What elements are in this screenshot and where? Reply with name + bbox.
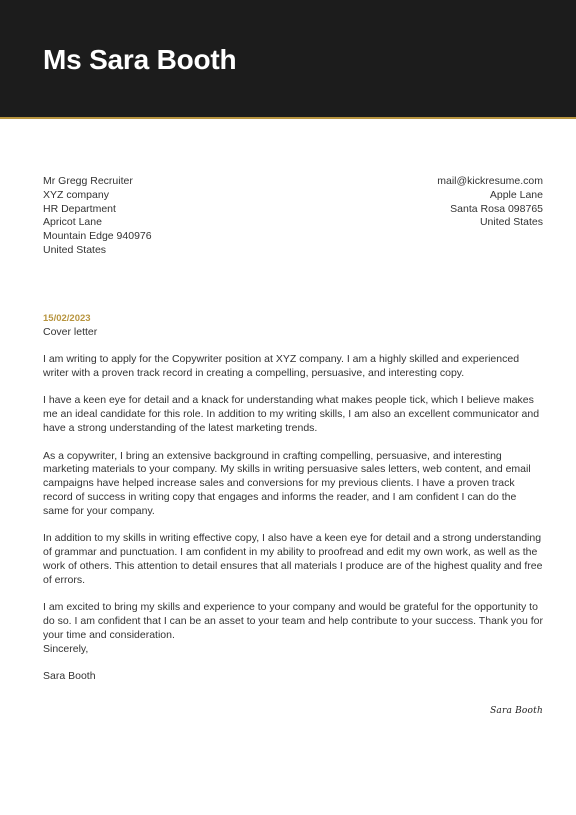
- recipient-street: Apricot Lane: [43, 216, 102, 229]
- body-paragraph: I have a keen eye for detail and a knack for understanding what makes people tick, which I believe makes me an ideal candidate for this role. In addition to my writing skills, I am also an excellent communicator and have a strong understanding of the latest marketing trends.: [43, 394, 540, 434]
- header-banner: [0, 0, 576, 119]
- applicant-name: Ms Sara Booth: [43, 44, 237, 75]
- recipient-department: HR Department: [43, 202, 116, 215]
- signer-name: Sara Booth: [43, 670, 96, 683]
- letter-body: [43, 353, 543, 684]
- body-paragraph: I am excited to bring my skills and experience to your company and would be grateful for the opportunity to do so. I am confident that I can be an asset to your team and help contribute to your success. Thank you for your time and consideration.: [43, 601, 544, 641]
- sender-email: mail@kickresume.com: [437, 175, 543, 187]
- handwritten-signature: Sara Booth: [490, 706, 543, 716]
- sender-street: Apple Lane: [489, 188, 543, 201]
- body-paragraph: In addition to my skills in writing effective copy, I also have a keen eye for detail and a strong understanding of grammar and punctuation. I am confident in my ability to proofread and edit my own work, as well as the work of others. This attention to detail ensures that all materials I produce are of the highest quality and free of errors.: [43, 532, 543, 586]
- body-paragraph: As a copywriter, I bring an extensive background in crafting compelling, persuasive, and interesting marketing materials to your company. My skills in writing persuasive sales letters, web content, and email campaigns have helped increase sales and conversions for my previous clients. I have a proven track record of success in writing copy that engages and informs the reader, and I am confident I can do the same for your company.: [43, 449, 531, 517]
- letter-date: 15/02/2023: [43, 313, 91, 324]
- recipient-address: [43, 175, 283, 258]
- recipient-city: Mountain Edge 940976: [43, 230, 152, 243]
- recipient-company: XYZ company: [43, 188, 109, 201]
- recipient-name: Mr Gregg Recruiter: [43, 175, 133, 187]
- sender-address: [303, 175, 543, 230]
- sender-city: Santa Rosa 098765: [450, 202, 543, 215]
- sender-country: United States: [479, 216, 543, 229]
- letter-subject: Cover letter: [43, 326, 98, 338]
- body-paragraph: I am writing to apply for the Copywriter position at XYZ company. I am a highly skilled and experienced writer with a proven track record in creating a compelling, persuasive, and interesting copy.: [43, 353, 520, 379]
- recipient-country: United States: [43, 243, 107, 256]
- closing-salutation: Sincerely,: [43, 642, 89, 655]
